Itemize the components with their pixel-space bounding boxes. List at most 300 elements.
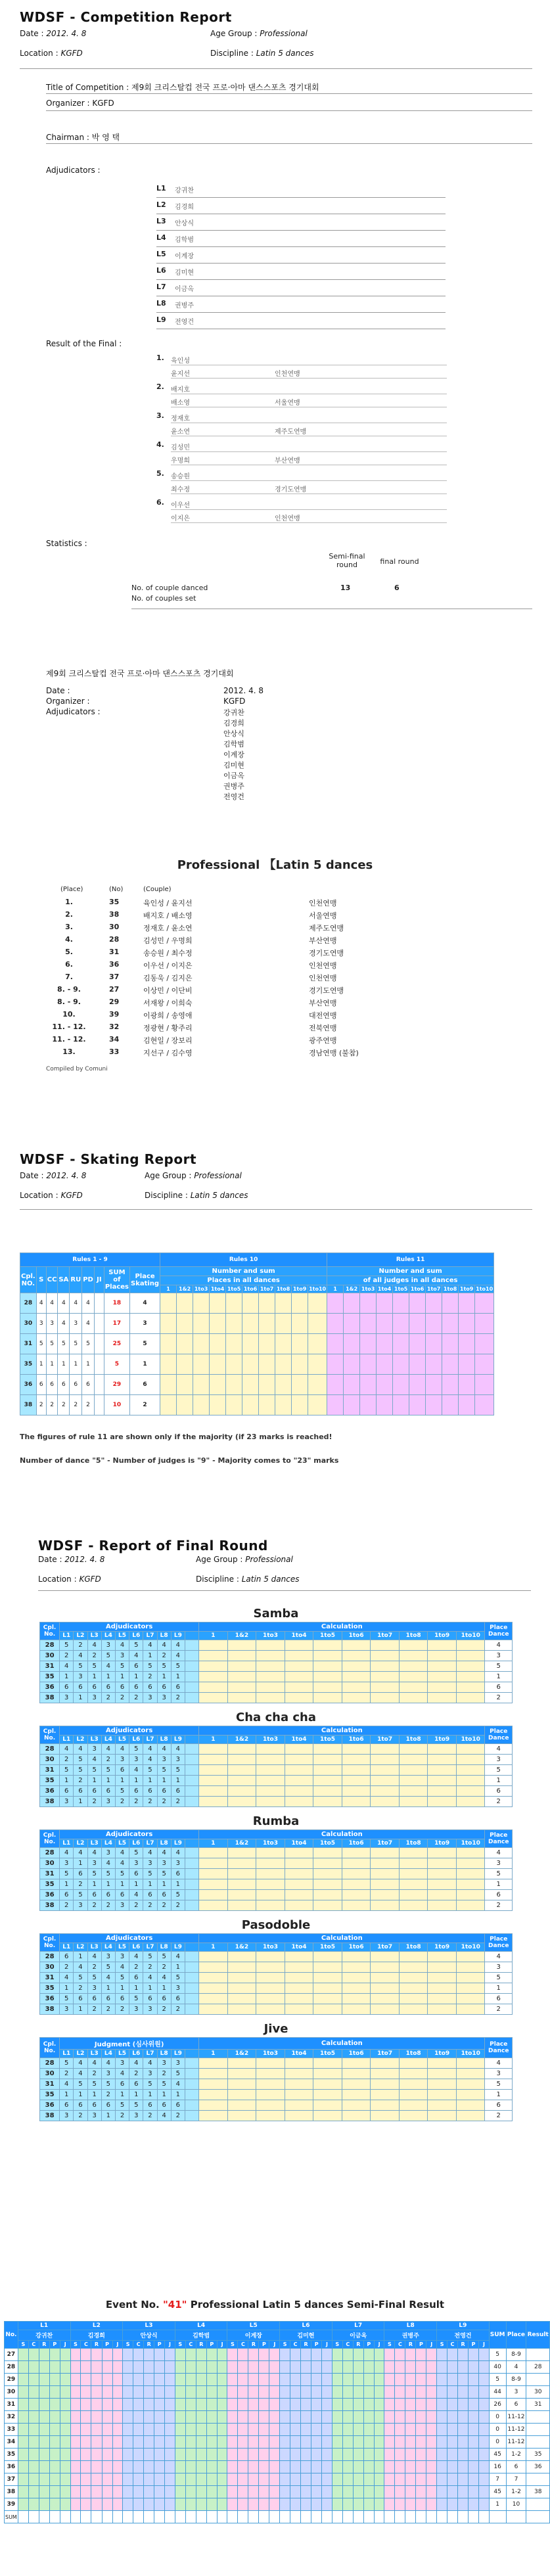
judge-score: 5 [129,1640,143,1651]
semi-mark-cell [39,2374,49,2386]
semi-result-header: Result [526,2322,550,2349]
semi-mark-cell [123,2361,133,2374]
judge-col-header: L2 [74,2050,87,2058]
dance-row [40,1797,513,1807]
judge-score: 1 [157,2090,171,2100]
judge-score: 4 [143,1744,157,1755]
summary-adjudicator: 이금옥 [223,771,244,780]
semi-mark-cell [217,2399,227,2411]
semi-mark-cell [395,2386,405,2399]
calc-cell [399,1983,428,1994]
calc-cell [428,1797,457,1807]
dance-place: 6 [82,1375,95,1395]
rule11-cell [344,1395,360,1415]
semi-mark-cell [311,2386,322,2399]
rule10-cell [242,1314,259,1334]
judge-score: 3 [87,1983,101,1994]
cpl-no-header: Cpl. No. [40,1934,60,1952]
semi-mark-cell [81,2473,91,2486]
dance-row [40,1962,513,1973]
dance-place: 4 [82,1293,95,1314]
semi-grid [4,2321,550,2523]
calc-cell [313,1797,342,1807]
summary-row [46,1035,493,1047]
judge-col-header: L8 [157,1632,171,1640]
semi-mark-cell [395,2498,405,2511]
semi-mark-cell [91,2399,102,2411]
semi-mark-cell [123,2399,133,2411]
semi-mark-cell [185,2498,196,2511]
semi-mark-cell [353,2386,363,2399]
semi-mark-cell [395,2374,405,2386]
rule10-cell [210,1334,226,1354]
semi-mark-cell [301,2361,311,2374]
judge-score: 4 [129,2058,143,2069]
calc-cell [371,1900,400,1911]
semi-mark-cell [280,2361,290,2374]
sub-col-header: 1to10 [476,1286,493,1292]
semi-mark-cell [227,2473,238,2486]
judge-col-header: L8 [157,1839,171,1848]
rule11-cell [442,1314,459,1334]
judge-score: 5 [171,1973,185,1983]
rule10-cell [177,1354,193,1375]
semi-mark-cell [311,2486,322,2498]
calc-col-header: 1to7 [371,1736,400,1744]
semi-mark-cell [353,2486,363,2498]
summary-no: 30 [109,923,120,931]
rule10-cell [193,1395,210,1415]
dance-place: 2 [36,1395,46,1415]
semi-mark-cell [374,2349,384,2361]
judge-col-header: L9 [171,1839,185,1848]
judge-col-header: L6 [129,2050,143,2058]
calc-cell [199,1640,228,1651]
calc-cell [399,1994,428,2004]
rule11-cell [409,1375,426,1395]
judge-score: 6 [129,1661,143,1672]
judge-score: 1 [129,1879,143,1890]
semi-mark-cell [301,2374,311,2386]
semi-mark-cell [259,2473,269,2486]
judge-score: 5 [143,1661,157,1672]
semi-result [526,2411,550,2424]
semi-sum-cell [259,2511,269,2523]
semi-mark-cell [28,2498,39,2511]
calc-cell [399,2069,428,2079]
judge-score: 4 [60,1744,74,1755]
summary-place: 13. [62,1047,76,1056]
summary-team: 전북연맹 [309,1024,337,1032]
rule10-cell [292,1375,308,1395]
dance-place: 4 [36,1293,46,1314]
calc-cell [285,1755,313,1765]
calc-cell [428,1869,457,1879]
chairman-row [46,131,120,143]
judge-score: 6 [171,1869,185,1879]
calc-cell [371,1682,400,1693]
semi-place: 3 [506,2386,526,2399]
place-dance: 4 [485,2058,513,2069]
semi-mark-cell [175,2361,185,2374]
judge-col-header: L2 [74,1943,87,1952]
semi-sum-cell [405,2511,416,2523]
calc-cell [313,1776,342,1786]
semi-mark-cell [144,2424,154,2436]
semi-mark-cell [196,2411,206,2424]
semi-mark-cell [353,2349,363,2361]
judge-score: 2 [87,2069,101,2079]
fr-location-row [38,1575,101,1584]
semi-mark-cell [437,2449,447,2461]
dance-place: 3 [70,1314,82,1334]
semi-mark-cell [238,2399,248,2411]
judge-score: 4 [115,1744,129,1755]
rule11-cell [442,1395,459,1415]
result-team: 제주도연맹 [275,428,307,436]
row-rule [171,480,447,481]
judge-score: 4 [74,2069,87,2079]
dance-col-header: PD [82,1267,95,1293]
rule10-cell [193,1293,210,1314]
semi-mark-cell [70,2498,81,2511]
semi-sum-cell [112,2511,123,2523]
judge-col-header: L7 [143,2050,157,2058]
dance-row [40,1786,513,1797]
judge-score: 6 [157,1786,171,1797]
summary-place: 11. - 12. [52,1023,86,1031]
semi-mark-cell [49,2399,60,2411]
semi-mark-cell [269,2449,280,2461]
semi-mark-cell [437,2424,447,2436]
result-partner-b: 이지은 [171,515,190,522]
semi-mark-cell [322,2424,332,2436]
semi-mark-cell [39,2473,49,2486]
semi-mark-cell [28,2386,39,2399]
semi-mark-cell [269,2399,280,2411]
sub-col-header: 1to9 [459,1285,475,1293]
semi-mark-cell [196,2473,206,2486]
dance-row [40,1994,513,2004]
judge-score: 2 [115,1693,129,1703]
summary-no: 37 [109,973,120,981]
calc-cell [285,1848,313,1858]
semi-no: 38 [5,2486,18,2498]
semi-dance-letter: J [165,2341,175,2349]
semi-mark-cell [238,2449,248,2461]
place-dance: 4 [485,1744,513,1755]
semi-dance-letter: J [269,2341,280,2349]
summary-place: 7. [65,973,73,981]
semi-mark-cell [405,2436,416,2449]
judge-col-header: L9 [171,2050,185,2058]
semi-mark-cell [332,2399,342,2411]
judge-score: 4 [129,1890,143,1900]
calc-cell [313,1661,342,1672]
semi-mark-cell [39,2486,49,2498]
semi-no: 33 [5,2424,18,2436]
calc-cell [342,1651,371,1661]
judge-score: 3 [60,2111,74,2121]
calc-col-header: 1to4 [285,1839,313,1848]
semi-result: 28 [526,2361,550,2374]
semi-dance-letter: S [18,2341,28,2349]
rule10-cell [210,1293,226,1314]
calc-cell [313,1755,342,1765]
semi-mark-cell [259,2436,269,2449]
judge-score: 1 [87,1672,101,1682]
stat-semi: 13 [340,584,351,592]
rule11-cell [327,1334,344,1354]
semi-mark-cell [154,2361,165,2374]
dance-spacer [39,1911,513,1918]
judge-score: 6 [115,1682,129,1693]
calc-cell [285,1744,313,1755]
judge-score-empty [185,2058,198,2069]
semi-mark-cell [154,2424,165,2436]
judge-col-header: L7 [143,1632,157,1640]
judge-col-empty [185,2050,198,2058]
semi-mark-cell [363,2486,374,2498]
semi-mark-cell [269,2473,280,2486]
place-dance: 6 [485,1994,513,2004]
judge-score: 6 [87,1786,101,1797]
adjudicators-header: Adjudicators [60,1830,199,1839]
semi-mark-cell [217,2498,227,2511]
judge-score: 3 [157,2058,171,2069]
semi-judge-code: L6 [280,2322,332,2330]
semi-mark-cell [374,2411,384,2424]
semi-mark-cell [60,2399,70,2411]
judge-col-header: L5 [115,1839,129,1848]
judge-score: 6 [101,1786,115,1797]
semi-mark-cell [49,2449,60,2461]
judge-score: 1 [171,1672,185,1682]
judge-score: 2 [101,2090,115,2100]
sub-col-header: 1to6 [242,1285,259,1293]
judge-score: 1 [115,1879,129,1890]
semi-mark-cell [280,2411,290,2424]
calc-col-header: 1to9 [428,1632,457,1640]
calc-cell [227,1869,256,1879]
semi-mark-cell [18,2473,28,2486]
calc-cell [371,2079,400,2090]
judge-score: 5 [171,1661,185,1672]
semi-mark-cell [384,2399,395,2411]
semi-mark-cell [28,2349,39,2361]
calc-cell [285,2058,313,2069]
semi-mark-cell [322,2386,332,2399]
semi-mark-cell [154,2486,165,2498]
semi-mark-cell [206,2386,217,2399]
semi-mark-cell [154,2436,165,2449]
rule11-cell [393,1395,409,1415]
calc-cell [456,1879,485,1890]
rule11-cell [327,1375,344,1395]
semi-mark-cell [102,2498,112,2511]
semi-sum-cell [102,2511,112,2523]
semi-mark-cell [102,2473,112,2486]
semi-mark-cell [175,2498,185,2511]
rule10-cell [259,1354,275,1375]
calc-cell [428,1952,457,1962]
semi-mark-cell [217,2436,227,2449]
calc-cell [313,2111,342,2121]
judge-score: 5 [115,1973,129,1983]
calc-cell [456,1765,485,1776]
calc-cell [285,2079,313,2090]
semi-dance-letter: C [238,2341,248,2349]
semi-mark-cell [479,2436,490,2449]
calc-cell [456,1744,485,1755]
cpl-no-header: Cpl. No. [40,1726,60,1744]
judge-score: 3 [171,1858,185,1869]
semi-mark-cell [81,2374,91,2386]
judge-score: 6 [101,1682,115,1693]
rule10-cell [275,1375,292,1395]
rule10-cell [177,1293,193,1314]
calc-col-header: 1to8 [399,1839,428,1848]
semi-mark-cell [342,2424,353,2436]
judge-score: 1 [129,2090,143,2100]
judge-score: 5 [115,2100,129,2111]
calc-col-header: 1 [199,1943,228,1952]
calc-cell [285,1640,313,1651]
rule11-cell [360,1375,377,1395]
rule11-cell [459,1293,475,1314]
judge-score: 1 [74,2090,87,2100]
rule10-cell [160,1354,177,1375]
judge-score-empty [185,1858,198,1869]
location-label: Location : [38,1575,77,1584]
calc-col-header: 1to3 [256,1943,285,1952]
judge-score: 6 [101,1994,115,2004]
semi-mark-cell [144,2449,154,2461]
calc-cell [199,2004,228,2015]
judge-score-empty [185,1776,198,1786]
dance-row [40,2069,513,2079]
calc-cell [313,1952,342,1962]
calc-cell [199,2090,228,2100]
dance-place: 5 [82,1334,95,1354]
semi-mark-cell [395,2473,405,2486]
summary-place: 2. [65,910,73,919]
judge-score: 2 [143,1962,157,1973]
dance-col-header: JI [94,1267,104,1293]
adjudicators-header: Adjudicators [60,1622,199,1632]
semi-mark-cell [144,2473,154,2486]
semi-mark-cell [458,2399,469,2411]
semi-mark-cell [269,2424,280,2436]
semi-mark-cell [81,2399,91,2411]
semi-mark-cell [384,2411,395,2424]
dance-place: 5 [70,1334,82,1354]
rule10-cell [275,1293,292,1314]
summary-team: 인천연맹 [309,899,337,908]
judge-score: 2 [157,1962,171,1973]
dance-table [39,2037,513,2121]
cpl-no: 38 [40,2111,60,2121]
calc-cell [342,1952,371,1962]
semi-mark-cell [332,2411,342,2424]
summary-place: 8. - 9. [57,985,81,994]
calc-cell [227,1973,256,1983]
semi-dance-letter: R [196,2341,206,2349]
judge-score: 6 [60,1786,74,1797]
semi-mark-cell [479,2473,490,2486]
semi-row [5,2486,550,2498]
judge-score: 2 [143,1900,157,1911]
judge-score: 4 [101,1973,115,1983]
skating-table [20,1253,494,1415]
rule11-cell [360,1334,377,1354]
judge-score: 2 [60,1900,74,1911]
location-value: KGFD [60,1191,83,1200]
semi-dance-letter: P [49,2341,60,2349]
judge-score: 4 [115,1848,129,1858]
semi-mark-cell [437,2349,447,2361]
semi-sum: 26 [489,2399,506,2411]
dance-place: 6 [36,1375,46,1395]
rule11-cell [475,1314,494,1334]
semi-mark-cell [144,2498,154,2511]
judge-score: 2 [171,1693,185,1703]
calc-cell [456,2058,485,2069]
judge-score: 5 [115,1661,129,1672]
sub-col-header: 1to8 [442,1285,459,1293]
semi-dance-letter: R [405,2341,416,2349]
calc-cell [199,1848,228,1858]
semi-mark-cell [447,2399,458,2411]
semi-mark-cell [133,2449,144,2461]
result-partner-a: 이우선 [171,502,190,509]
cpl-no: 36 [20,1375,37,1395]
dance-place: 4 [58,1314,70,1334]
summary-no: 36 [109,960,120,969]
location-value: KGFD [79,1575,101,1584]
rule10-cell [242,1375,259,1395]
summary-result-list [46,898,493,1060]
semi-mark-cell [458,2449,469,2461]
judge-score-empty [185,1973,198,1983]
calc-cell [371,2100,400,2111]
calc-cell [456,1797,485,1807]
summary-team: 제주도연맹 [309,924,344,932]
semi-mark-cell [227,2411,238,2424]
semi-sum: 16 [489,2461,506,2473]
semi-mark-cell [60,2424,70,2436]
dance-table [39,1933,513,2015]
summary-adjudicator: 전영건 [223,793,244,801]
judge-score: 6 [87,1890,101,1900]
judge-score: 6 [157,2100,171,2111]
semi-mark-cell [123,2449,133,2461]
calc-cell [428,1765,457,1776]
judge-score: 2 [129,1797,143,1807]
rule11-cell [442,1375,459,1395]
semi-sum: 40 [489,2361,506,2374]
semi-mark-cell [248,2361,259,2374]
calc-cell [227,1755,256,1765]
judge-score: 6 [157,1994,171,2004]
semi-mark-cell [405,2424,416,2436]
semi-sum-cell [248,2511,259,2523]
calc-cell [227,1672,256,1682]
col-no-header: (No) [109,886,124,893]
semi-mark-cell [416,2349,426,2361]
semi-mark-cell [479,2449,490,2461]
semi-no: 32 [5,2411,18,2424]
